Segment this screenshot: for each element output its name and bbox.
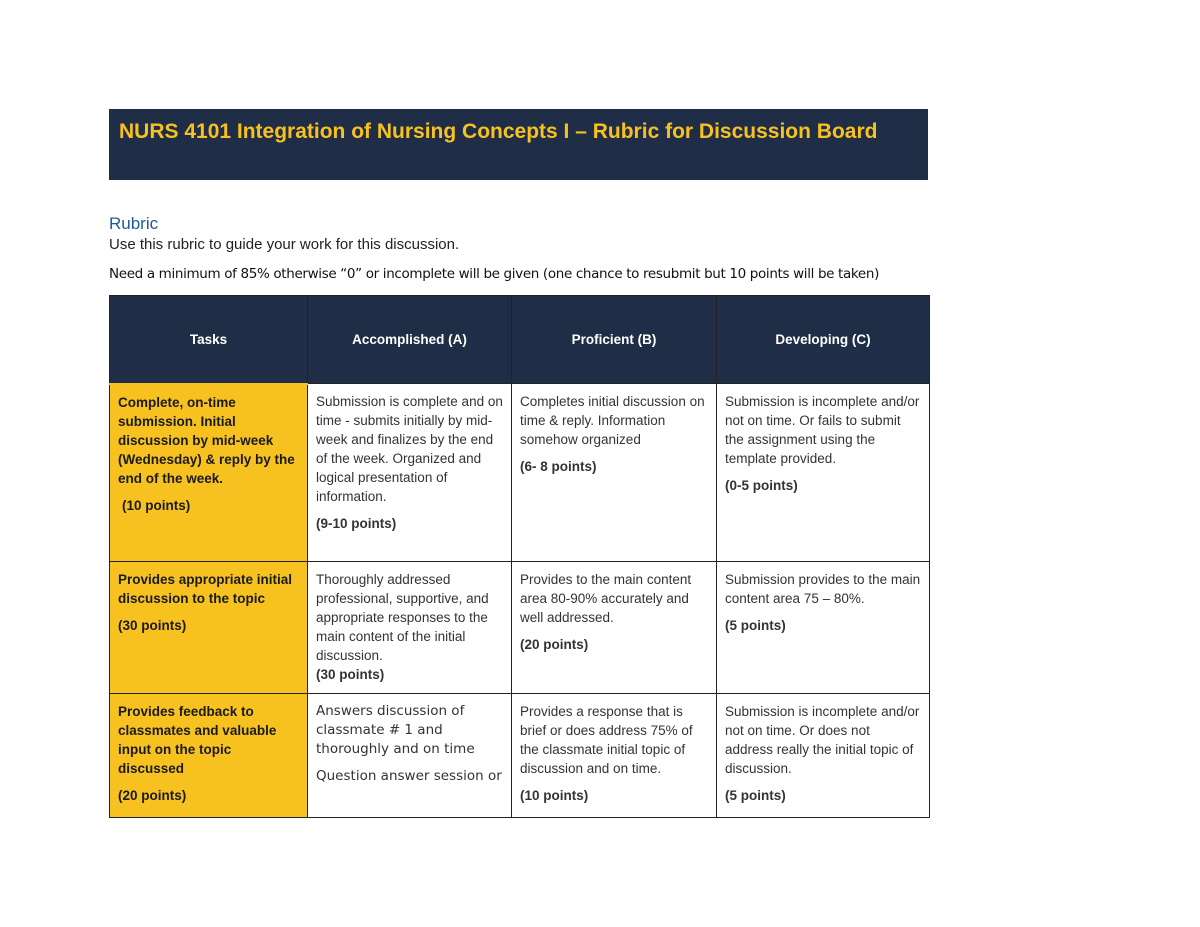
section-heading: Rubric <box>109 214 159 233</box>
task-text: Complete, on-time submission. Initial discussion by mid-week (Wednesday) & reply by the end of the week. <box>118 394 295 486</box>
document-title: NURS 4101 Integration of Nursing Concepts I – Rubric for Discussion Board <box>119 120 878 143</box>
accomplished-text: Answers discussion of classmate # 1 and thoroughly and on time <box>316 703 475 757</box>
task-points: (10 points) <box>122 497 191 513</box>
task-text: Provides appropriate initial discussion to the topic <box>118 572 293 606</box>
proficient-points: (6- 8 points) <box>520 459 597 474</box>
table-header-row <box>110 296 930 384</box>
accomplished-points: (30 points) <box>316 667 385 682</box>
title-banner <box>109 109 928 180</box>
proficient-text: Completes initial discussion on time & reply. Information somehow organized <box>520 394 705 447</box>
intro-text: Use this rubric to guide your work for this discussion. <box>109 236 460 253</box>
task-text: Provides feedback to classmates and valuable input on the topic discussed <box>118 704 277 776</box>
accomplished-cell <box>308 384 512 562</box>
accomplished-text-continued: Question answer session or <box>316 768 502 784</box>
minimum-score-note: Need a minimum of 85% otherwise “0” or incomplete will be given (one chance to resubmit but 10 points will be taken) <box>109 266 879 282</box>
proficient-text: Provides to the main content area 80-90% accurately and well addressed. <box>520 572 692 625</box>
rubric-table <box>109 295 930 818</box>
task-cell <box>110 562 308 694</box>
header-accomplished: Accomplished (A) <box>308 296 512 384</box>
task-points: (30 points) <box>118 618 187 633</box>
developing-cell <box>717 562 930 694</box>
header-tasks: Tasks <box>110 296 308 384</box>
developing-text: Submission is incomplete and/or not on time. Or does not address really the initial topic of discussion. <box>725 704 920 776</box>
developing-points: (0-5 points) <box>725 478 798 493</box>
task-cell <box>110 694 308 818</box>
accomplished-text: Submission is complete and on time - submits initially by mid-week and finalizes by the end of the week. Organized and logical presentation of information. <box>316 394 503 504</box>
accomplished-cell <box>308 694 512 818</box>
developing-points: (5 points) <box>725 788 786 803</box>
developing-text: Submission provides to the main content area 75 – 80%. <box>725 572 921 606</box>
developing-text: Submission is incomplete and/or not on time. Or fails to submit the assignment using the template provided. <box>725 394 920 466</box>
accomplished-cell <box>308 562 512 694</box>
table-row <box>110 694 930 818</box>
header-developing: Developing (C) <box>717 296 930 384</box>
proficient-cell <box>512 562 717 694</box>
proficient-points: (20 points) <box>520 637 589 652</box>
proficient-cell <box>512 384 717 562</box>
task-points: (20 points) <box>118 788 187 803</box>
proficient-cell <box>512 694 717 818</box>
developing-cell <box>717 384 930 562</box>
accomplished-points: (9-10 points) <box>316 516 397 531</box>
developing-points: (5 points) <box>725 618 786 633</box>
accomplished-text: Thoroughly addressed professional, supportive, and appropriate responses to the main content of the initial discussion. <box>316 572 489 663</box>
developing-cell <box>717 694 930 818</box>
proficient-points: (10 points) <box>520 788 589 803</box>
table-row <box>110 562 930 694</box>
header-proficient: Proficient (B) <box>512 296 717 384</box>
task-cell <box>110 384 308 562</box>
proficient-text: Provides a response that is brief or does address 75% of the classmate initial topic of discussion and on time. <box>520 704 693 776</box>
table-row <box>110 384 930 562</box>
